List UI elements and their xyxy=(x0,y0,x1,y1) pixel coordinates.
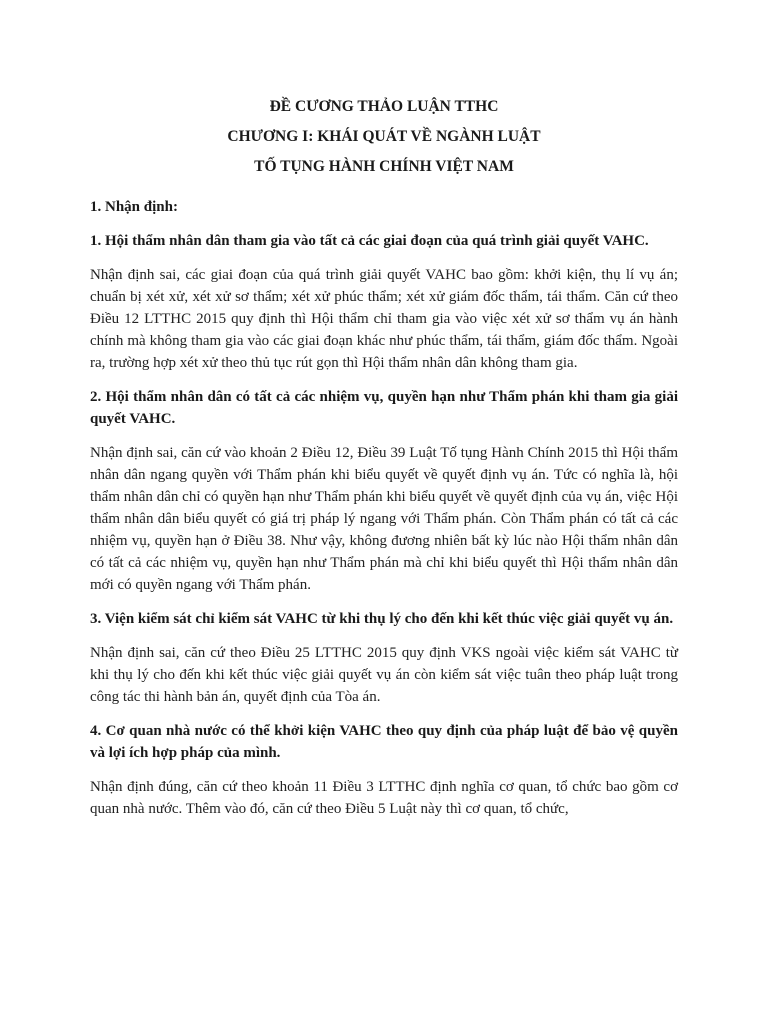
question-1: 1. Hội thẩm nhân dân tham gia vào tất cả các giai đoạn của quá trình giải quyết VAHC. xyxy=(90,233,649,249)
answer-2: Nhận định sai, căn cứ vào khoản 2 Điều 12, Điều 39 Luật Tố tụng Hành Chính 2015 thì Hội thẩm nhân dân ngang quyền với Thẩm phán khi biểu quyết về quyết định vụ án. Tức có nghĩa là, hội thẩm nhân dân chỉ có quyền hạn như Thẩm phán khi biểu quyết về quyết định của vụ án, việc Hội thẩm nhân dân biểu quyết có giá trị pháp lý ngang với Thẩm phán. Còn Thẩm phán có tất cả các nhiệm vụ, quyền hạn ở Điều 38. Như vậy, không đương nhiên bất kỳ lúc nào Hội thẩm nhân dân có tất cả các nhiệm vụ, quyền hạn như Thẩm phán mà chỉ khi biểu quyết thì Hội thẩm nhân dân mới có quyền ngang với Thẩm phán. xyxy=(90,445,678,593)
answer-1: Nhận định sai, các giai đoạn của quá trình giải quyết VAHC bao gồm: khởi kiện, thụ lí vụ án; chuẩn bị xét xử, xét xử sơ thẩm; xét xử phúc thẩm; xét xử giám đốc thẩm, tái thẩm. Căn cứ theo Điều 12 LTTHC 2015 quy định thì Hội thẩm chỉ tham gia vào việc xét xử sơ thẩm vụ án hành chính mà không tham gia vào các giai đoạn khác như phúc thẩm, tái thẩm, giám đốc thẩm. Ngoài ra, trường hợp xét xử theo thủ tục rút gọn thì Hội thẩm nhân dân không tham gia. xyxy=(90,267,678,371)
document-title-line-2: CHƯƠNG I: KHÁI QUÁT VỀ NGÀNH LUẬT xyxy=(227,128,541,145)
question-3: 3. Viện kiểm sát chỉ kiểm sát VAHC từ khi thụ lý cho đến khi kết thúc việc giải quyết vụ án. xyxy=(90,611,674,627)
answer-3: Nhận định sai, căn cứ theo Điều 25 LTTHC 2015 quy định VKS ngoài việc kiểm sát VAHC từ khi thụ lý cho đến khi kết thúc việc giải quyết vụ án còn kiểm sát việc tuân theo pháp luật trong công tác thi hành bản án, quyết định của Tòa án. xyxy=(90,645,678,705)
question-4: 4. Cơ quan nhà nước có thể khởi kiện VAHC theo quy định của pháp luật để bảo vệ quyền và lợi ích hợp pháp của mình. xyxy=(90,723,678,761)
document-title-line-3: TỐ TỤNG HÀNH CHÍNH VIỆT NAM xyxy=(254,158,514,175)
document-title-line-1: ĐỀ CƯƠNG THẢO LUẬN TTHC xyxy=(269,98,499,115)
section-heading: 1. Nhận định: xyxy=(90,199,178,215)
document-content xyxy=(90,92,678,832)
question-2: 2. Hội thẩm nhân dân có tất cả các nhiệm vụ, quyền hạn như Thẩm phán khi tham gia giải quyết VAHC. xyxy=(90,389,678,427)
answer-4: Nhận định đúng, căn cứ theo khoản 11 Điều 3 LTTHC định nghĩa cơ quan, tổ chức bao gồm cơ quan nhà nước. Thêm vào đó, căn cứ theo Điều 5 Luật này thì cơ quan, tổ chức, xyxy=(90,779,678,817)
